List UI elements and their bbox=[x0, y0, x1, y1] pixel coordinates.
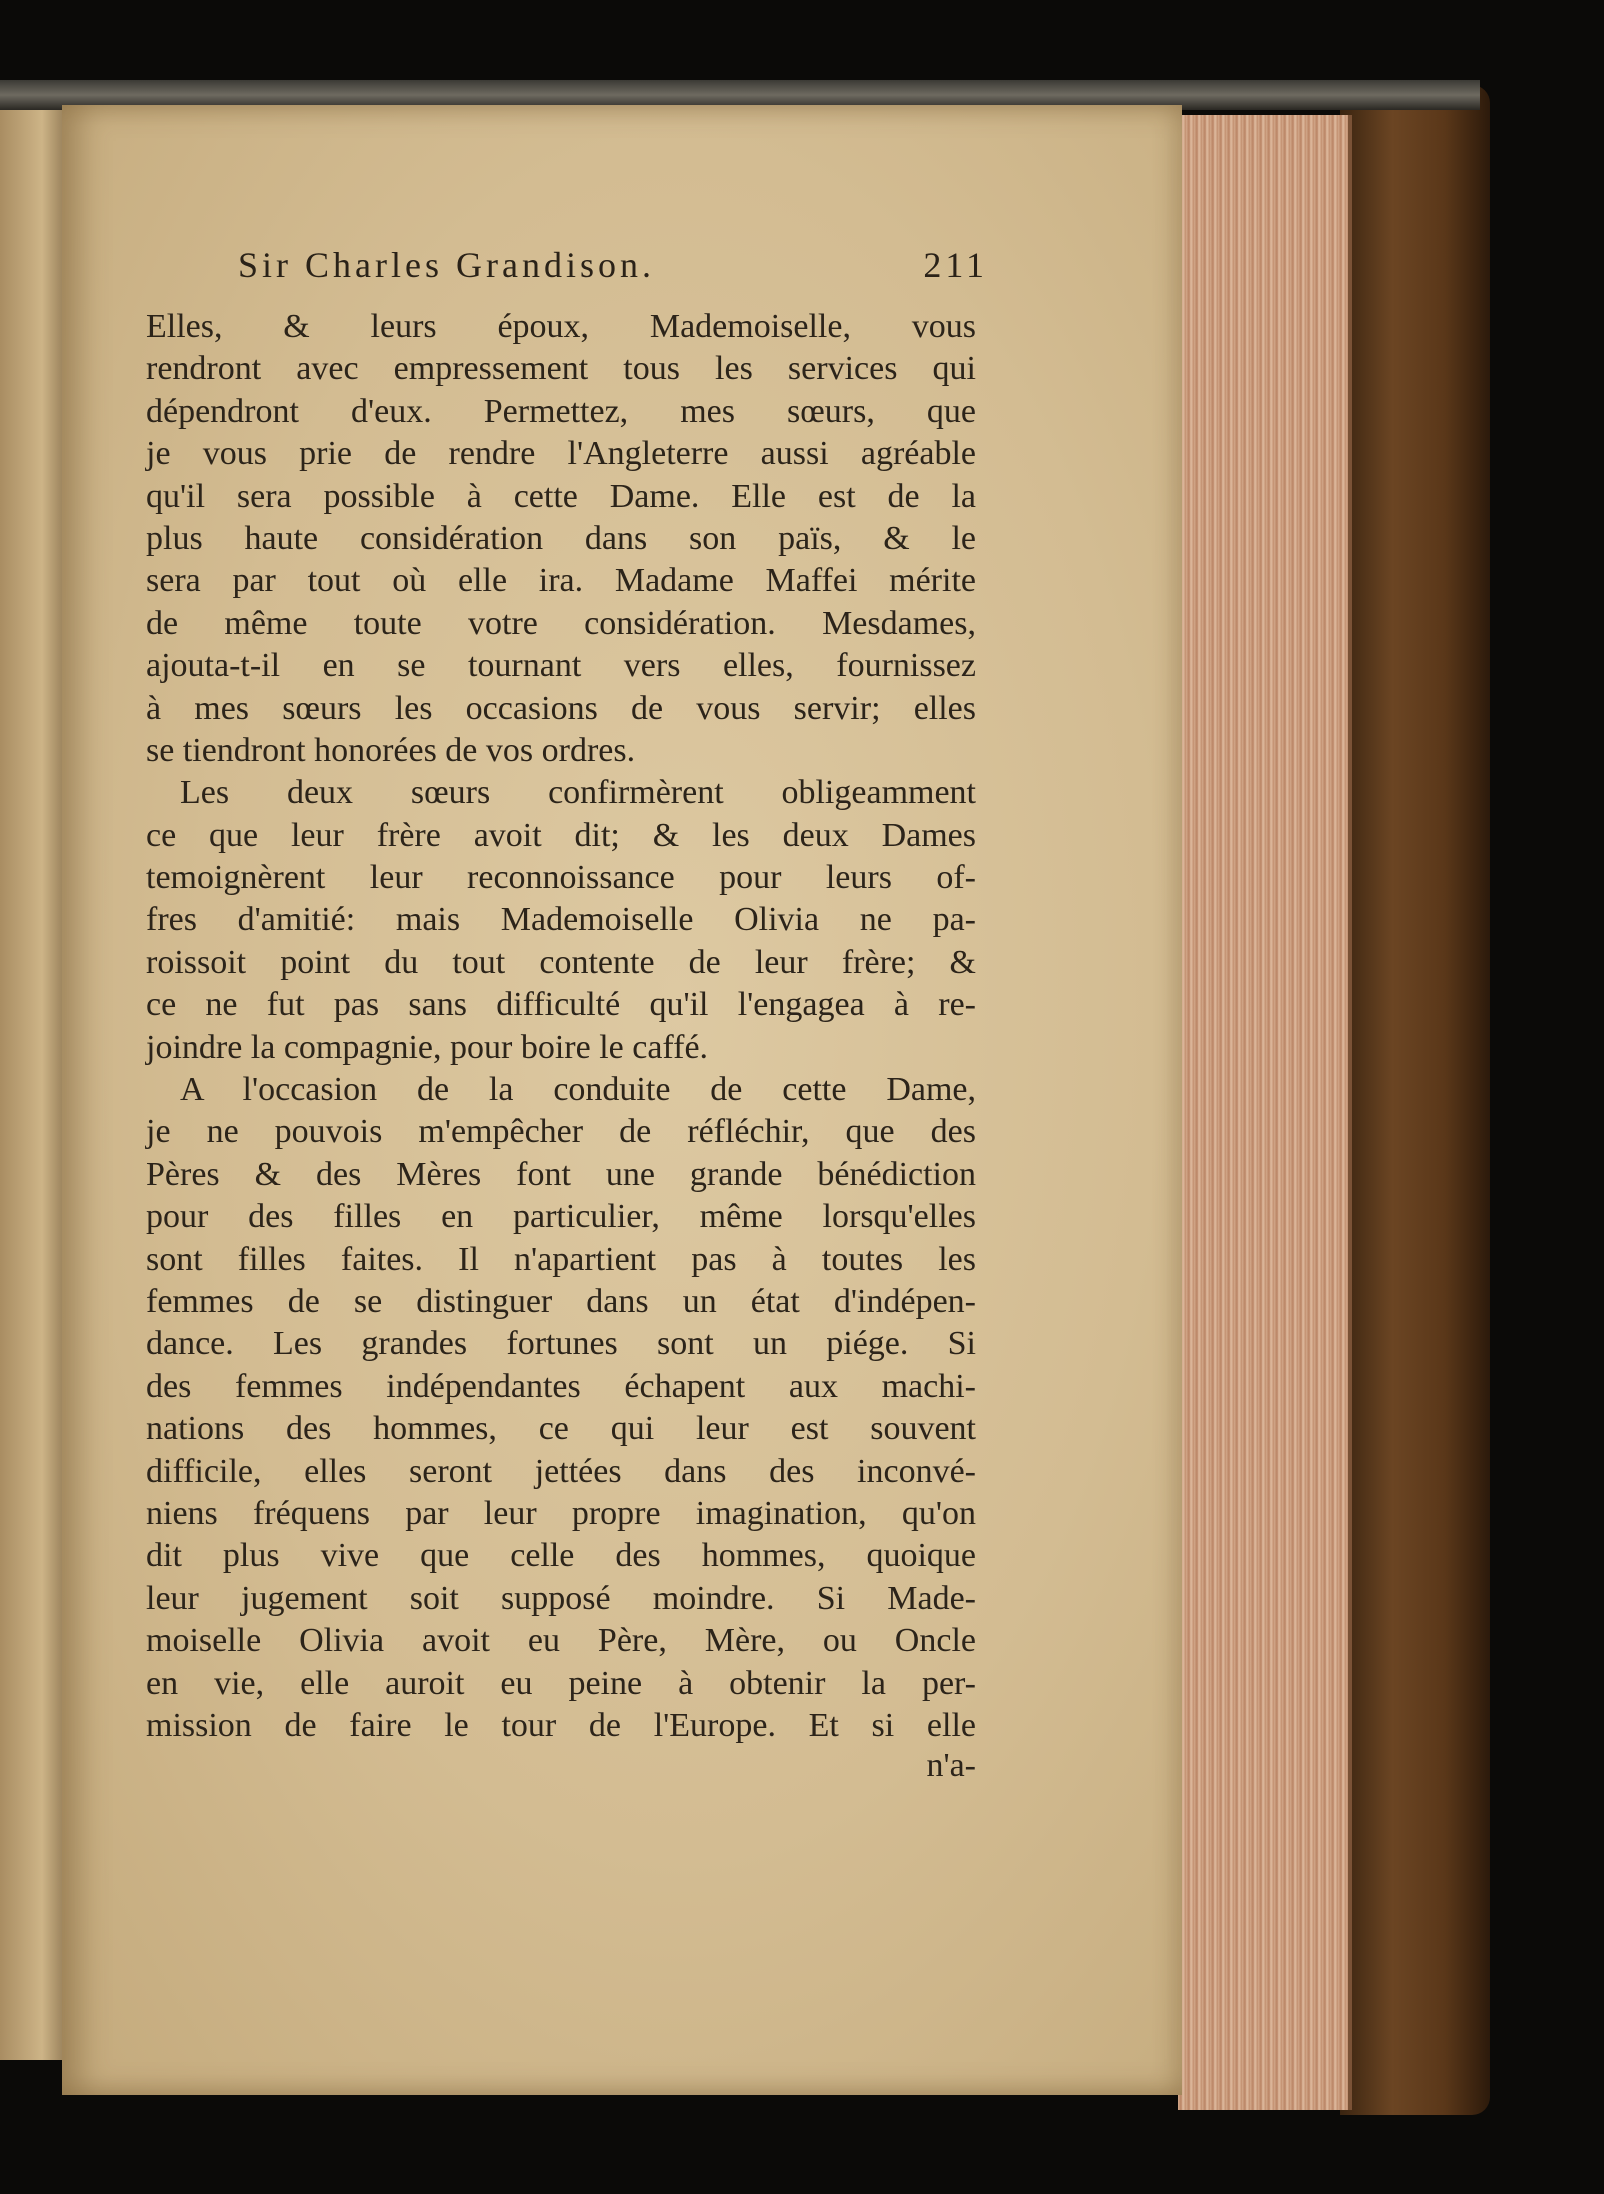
text-line: je ne pouvois m'empêcher de réfléchir, que des bbox=[146, 1113, 976, 1151]
text-line: mission de faire le tour de l'Europe. Et si elle bbox=[146, 1706, 976, 1744]
text-line: ce que leur frère avoit dit; & les deux Dames bbox=[146, 816, 976, 854]
page-fore-edge bbox=[1178, 115, 1352, 2110]
text-line: plus haute considération dans son païs, & le bbox=[146, 519, 976, 557]
running-title: Sir Charles Grandison. bbox=[238, 245, 655, 285]
text-line: Les deux sœurs confirmèrent obligeamment bbox=[180, 774, 976, 812]
page-number: 211 bbox=[923, 245, 988, 285]
text-line: joindre la compagnie, pour boire le caffé. bbox=[146, 1028, 709, 1066]
text-line: fres d'amitié: mais Mademoiselle Olivia ne pa- bbox=[146, 901, 976, 939]
text-line: rendront avec empressement tous les services qui bbox=[146, 350, 976, 388]
body-text bbox=[146, 306, 976, 1747]
text-line: dance. Les grandes fortunes sont un piége. Si bbox=[146, 1325, 976, 1363]
text-line: A l'occasion de la conduite de cette Dame, bbox=[180, 1071, 976, 1109]
text-line: se tiendront honorées de vos ordres. bbox=[146, 731, 636, 769]
text-line: je vous prie de rendre l'Angleterre aussi agréable bbox=[146, 435, 976, 473]
text-line: pour des filles en particulier, même lorsqu'elles bbox=[146, 1198, 976, 1236]
text-line: dépendront d'eux. Permettez, mes sœurs, que bbox=[146, 392, 976, 430]
text-line: des femmes indépendantes échapent aux machi- bbox=[146, 1367, 976, 1405]
text-line: ce ne fut pas sans difficulté qu'il l'engagea à re- bbox=[146, 986, 976, 1024]
running-header bbox=[238, 244, 988, 294]
text-line: dit plus vive que celle des hommes, quoique bbox=[146, 1537, 976, 1575]
text-line: Elles, & leurs époux, Mademoiselle, vous bbox=[146, 308, 976, 345]
text-line: difficile, elles seront jettées dans des inconvé- bbox=[146, 1452, 976, 1490]
text-line: niens fréquens par leur propre imagination, qu'on bbox=[146, 1494, 976, 1532]
text-line: Pères & des Mères font une grande bénédiction bbox=[146, 1155, 976, 1193]
text-line: temoignèrent leur reconnoissance pour leurs of- bbox=[146, 859, 976, 897]
text-line: à mes sœurs les occasions de vous servir; elles bbox=[146, 689, 976, 727]
text-line: femmes de se distinguer dans un état d'indépen- bbox=[146, 1282, 976, 1320]
text-line: nations des hommes, ce qui leur est souvent bbox=[146, 1410, 976, 1448]
catchword: n'a- bbox=[926, 1747, 976, 1784]
facing-page-edge bbox=[0, 110, 70, 2060]
text-line: roissoit point du tout contente de leur frère; & bbox=[146, 943, 976, 981]
text-line: ajouta-t-il en se tournant vers elles, fournissez bbox=[146, 647, 976, 685]
text-line: qu'il sera possible à cette Dame. Elle est de la bbox=[146, 477, 976, 515]
text-line: leur jugement soit supposé moindre. Si Made- bbox=[146, 1579, 976, 1617]
text-line: sont filles faites. Il n'apartient pas à toutes les bbox=[146, 1240, 976, 1278]
text-line: moiselle Olivia avoit eu Père, Mère, ou Oncle bbox=[146, 1622, 976, 1660]
text-line: en vie, elle auroit eu peine à obtenir la per- bbox=[146, 1664, 976, 1702]
text-line: de même toute votre considération. Mesdames, bbox=[146, 604, 976, 642]
book-cover bbox=[1340, 85, 1490, 2115]
text-line: sera par tout où elle ira. Madame Maffei mérite bbox=[146, 562, 976, 600]
